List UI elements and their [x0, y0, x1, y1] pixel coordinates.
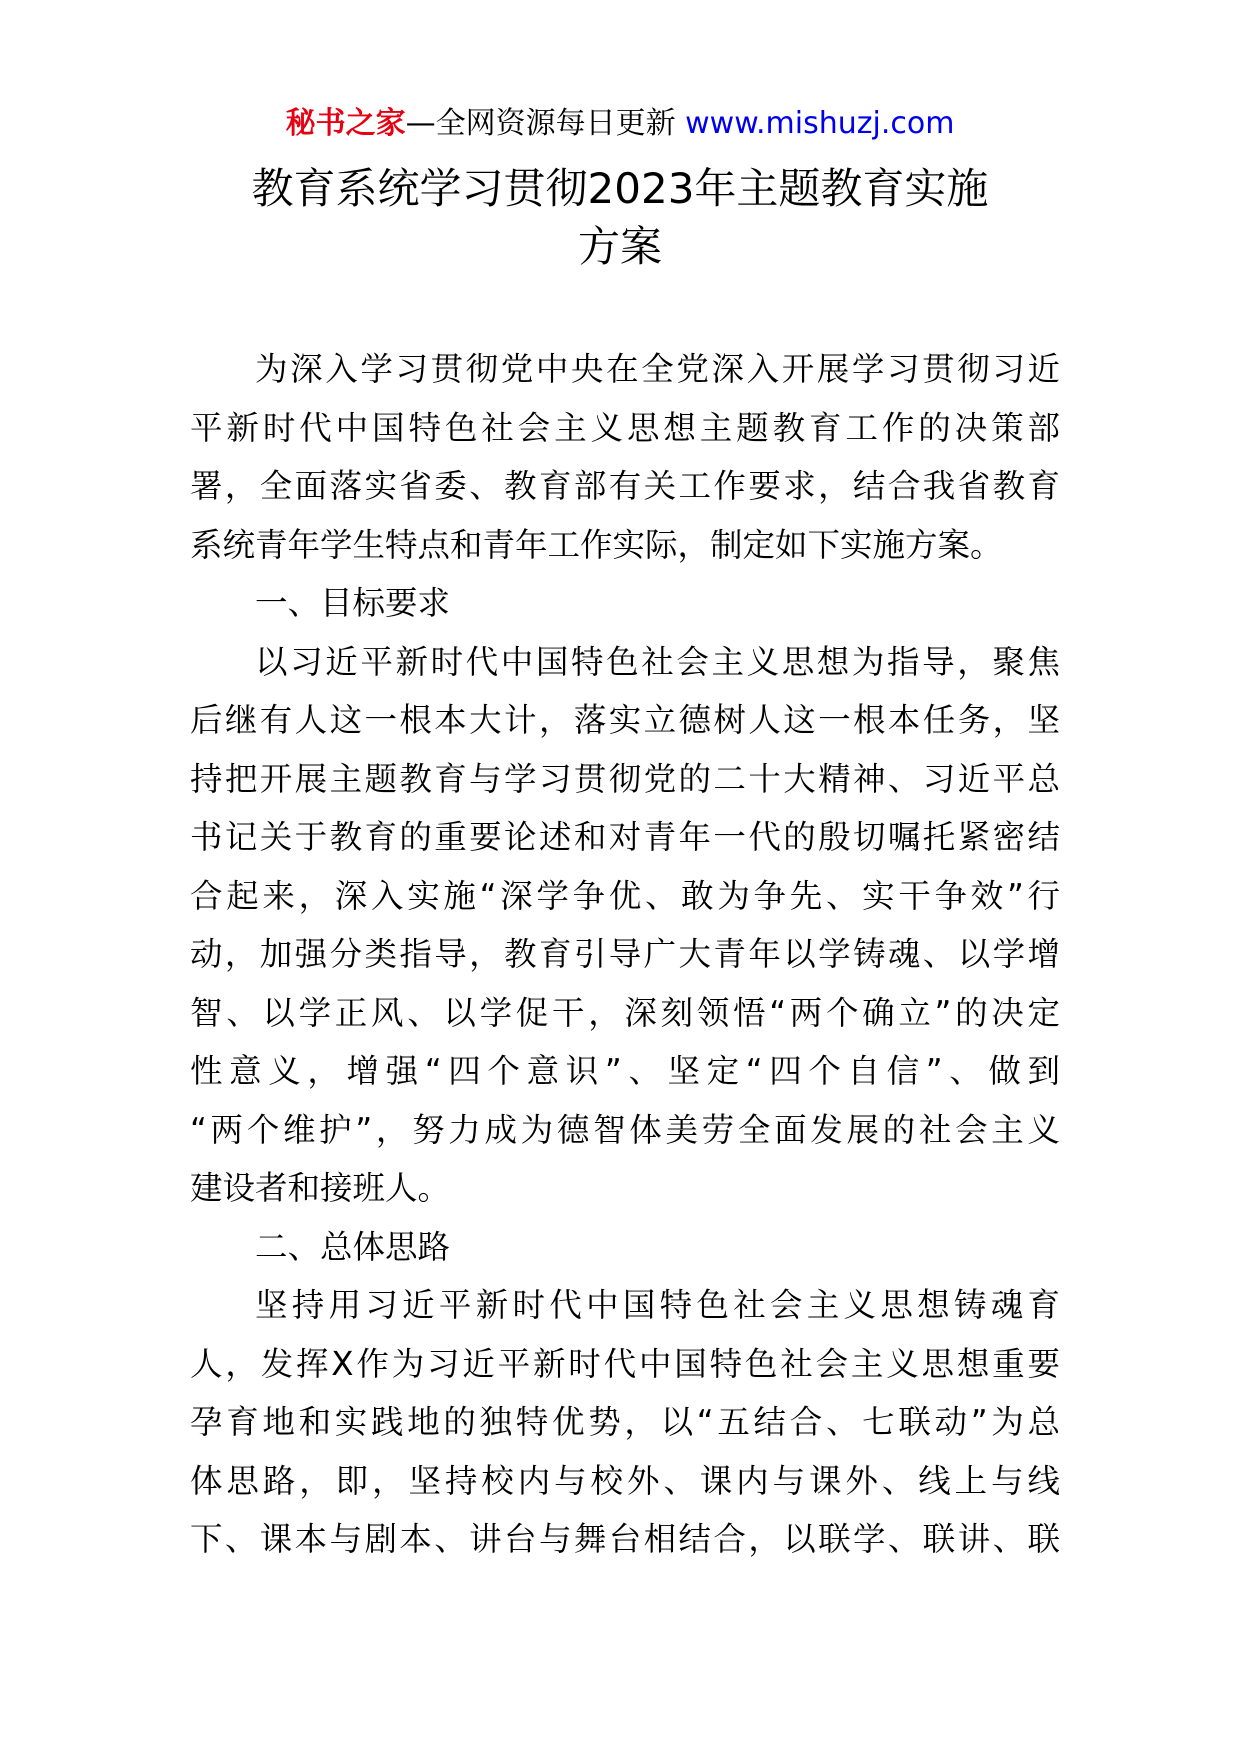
- section-2-line-4: 体思路，即，坚持校内与校外、课内与课外、线上与线: [190, 1461, 1060, 1500]
- document-title: [200, 160, 1040, 276]
- document-title-line-2: 方案: [577, 222, 662, 271]
- section-1-line-3: 持把开展主题教育与学习贯彻党的二十大精神、习近平总: [190, 759, 1060, 798]
- section-1-line-10: 建设者和接班人。: [190, 1169, 451, 1207]
- section-1-line-7: 智、以学正风、以学促干，深刻领悟“两个确立”的决定: [190, 993, 1060, 1032]
- section-1-line-9: “两个维护”，努力成为德智体美劳全面发展的社会主义: [190, 1110, 1060, 1149]
- intro-line-3: 署，全面落实省委、教育部有关工作要求，结合我省教育: [190, 467, 1060, 505]
- watermark-header: [0, 104, 1240, 144]
- section-1-line-2: 后继有人这一根本大计，落实立德树人这一根本任务，坚: [190, 701, 1060, 739]
- watermark-brand: 秘书之家: [285, 106, 406, 141]
- section-1-line-6: 动，加强分类指导，教育引导广大青年以学铸魂、以学增: [190, 935, 1060, 973]
- section-2-heading: 二、总体思路: [255, 1227, 451, 1266]
- section-2-line-1: 坚持用习近平新时代中国特色社会主义思想铸魂育: [255, 1286, 1060, 1324]
- section-1-line-4: 书记关于教育的重要论述和对青年一代的殷切嘱托紧密结: [190, 818, 1060, 856]
- section-1-heading: 一、目标要求: [255, 584, 451, 622]
- section-1-line-8: 性意义，增强“四个意识”、坚定“四个自信”、做到: [190, 1052, 1060, 1090]
- document-body: [190, 340, 1060, 1569]
- watermark-url[interactable]: www.mishuzj.com: [685, 106, 955, 141]
- section-2-line-2: 人，发挥X作为习近平新时代中国特色社会主义思想重要: [190, 1344, 1060, 1383]
- intro-line-4: 系统青年学生特点和青年工作实际，制定如下实施方案。: [190, 525, 1003, 564]
- intro-line-1: 为深入学习贯彻党中央在全党深入开展学习贯彻习近: [255, 350, 1060, 388]
- section-2-line-3: 孕育地和实践地的独特优势，以“五结合、七联动”为总: [190, 1403, 1060, 1441]
- intro-line-2: 平新时代中国特色社会主义思想主题教育工作的决策部: [190, 408, 1060, 447]
- section-1-line-5: 合起来，深入实施“深学争优、敢为争先、实干争效”行: [190, 876, 1060, 915]
- watermark-slogan: —全网资源每日更新: [405, 106, 686, 141]
- section-1-line-1: 以习近平新时代中国特色社会主义思想为指导，聚焦: [255, 642, 1060, 681]
- document-title-line-1: 教育系统学习贯彻2023年主题教育实施: [251, 164, 989, 213]
- section-2-line-5: 下、课本与剧本、讲台与舞台相结合，以联学、联讲、联: [190, 1520, 1060, 1558]
